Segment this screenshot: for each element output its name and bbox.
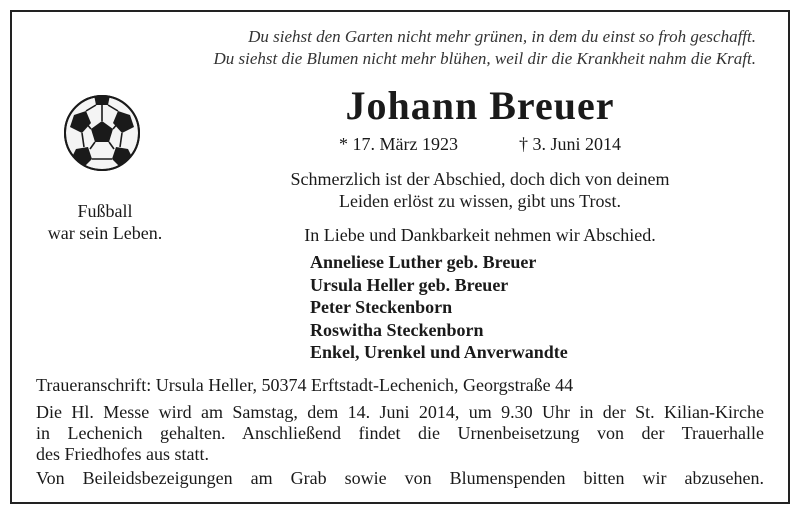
motto-line-1: Du siehst den Garten nicht mehr grünen, in dem du einst so froh geschafft. xyxy=(248,27,756,46)
condolence-request: Von Beileidsbezeigungen am Grab sowie von Blumenspenden bitten wir abzusehen. xyxy=(36,468,764,488)
verse-line-1: Schmerzlich ist der Abschied, doch dich von deinem xyxy=(290,169,670,189)
mourning-address: Traueranschrift: Ursula Heller, 50374 Erftstadt-Lechenich, Georgstraße 44 xyxy=(36,375,574,395)
mourner-name: Anneliese Luther geb. Breuer xyxy=(310,252,537,272)
mourner-name: Roswitha Steckenborn xyxy=(310,319,484,340)
side-note-line-1: Fußball xyxy=(77,201,133,221)
mourner-name: Enkel, Urenkel und Anverwandte xyxy=(310,342,568,362)
service-line-1: Die Hl. Messe wird am Samstag, dem 14. Juni 2014, um 9.30 Uhr in der St. Kilian-Kirche xyxy=(36,402,764,422)
death-date: † 3. Juni 2014 xyxy=(518,134,621,154)
side-note xyxy=(20,200,190,244)
life-dates xyxy=(200,133,760,155)
farewell-line: In Liebe und Dankbarkeit nehmen wir Abschied. xyxy=(304,225,656,245)
mourner-name: Ursula Heller geb. Breuer xyxy=(310,274,509,295)
motto-line-2: Du siehst die Blumen nicht mehr blühen, weil dir die Krankheit nahm die Kraft. xyxy=(213,49,756,68)
birth-date: * 17. März 1923 xyxy=(339,134,458,154)
service-notice xyxy=(36,402,764,465)
service-line-2: in Lechenich gehalten. Anschließend findet die Urnenbeisetzung von der Trauerhalle xyxy=(36,423,764,443)
soccer-ball-icon xyxy=(62,93,142,173)
verse-line-2: Leiden erlöst zu wissen, gibt uns Trost. xyxy=(339,191,621,211)
consolation-verse xyxy=(200,168,760,212)
deceased-name: Johann Breuer xyxy=(345,83,615,128)
side-note-line-2: war sein Leben. xyxy=(47,223,163,243)
motto-verse xyxy=(213,26,756,70)
service-line-3: des Friedhofes aus statt. xyxy=(36,444,209,464)
mourners-list xyxy=(310,251,568,364)
mourner-name: Peter Steckenborn xyxy=(310,297,453,317)
